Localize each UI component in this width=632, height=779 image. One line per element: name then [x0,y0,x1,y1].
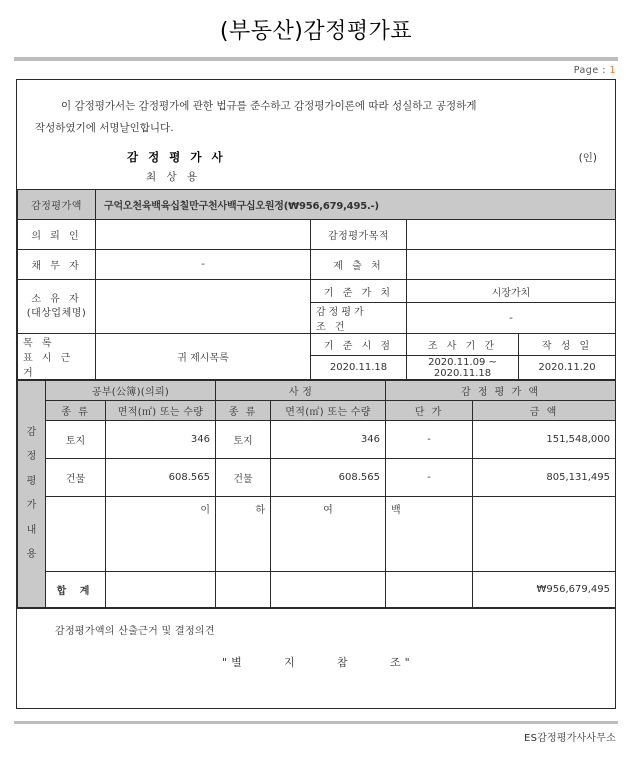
blank-marker-row [18,497,616,572]
list-basis-label [18,334,96,380]
appraisal-amount-label: 감정평가액 [18,190,96,220]
blank-marker-assessed-kind: 하 [216,497,271,572]
opinion-section [17,608,615,708]
condition-value: - [407,303,616,334]
blank-marker-registry-area: 이 [106,497,216,572]
group-header-appraised: 감 정 평 가 액 [386,381,616,401]
blank-marker-registry-kind [46,497,106,572]
footer-office-name: ES감정평가사사무소 [524,733,616,745]
page-indicator [0,61,632,79]
condition-label-line-2: 조 건 [316,322,348,334]
detail-vertical-label-chars [18,421,45,568]
debtor-row [18,250,616,280]
page-number: 1 [609,65,616,76]
base-value-label: 기 준 가 치 [311,280,407,303]
condition-label-line-1: 감정평가 [316,307,367,319]
list-basis-label-line-2: 표 시 근 거 [23,353,74,380]
opinion-body [17,654,615,670]
appraiser-name: 최 상 용 [146,171,201,184]
owner-label [18,280,96,334]
purpose-label: 감정평가목적 [311,220,407,250]
total-row [18,572,616,608]
detail-vertical-label [18,381,46,608]
declaration-statement [17,80,615,143]
blank-marker-unit-price: 백 [386,497,473,572]
appraiser-title: 감 정 평 가 사 [127,150,226,165]
vertical-char: 내 [26,524,37,536]
debtor-label: 채 무 자 [18,250,96,280]
appraisal-amount-row [18,190,616,220]
vertical-char: 용 [26,549,37,561]
owner-label-line-2: (대상업체명) [26,307,87,319]
row-registry-kind: 토지 [46,421,106,459]
condition-label [311,303,407,334]
vertical-char: 평 [26,475,37,487]
appraisal-amount-value: 구억오천육백육십칠만구천사백구십오원정(₩956,679,495.-) [96,190,616,220]
list-basis-label-line-1: 목 록 [23,338,55,350]
total-registry-area [106,572,216,608]
row-assessed-area: 346 [271,421,386,459]
opinion-part: 지 [284,656,295,670]
survey-period-value: 2020.11.09 ~ 2020.11.18 [407,356,519,380]
debtor-value[interactable]: - [96,250,311,280]
opinion-part: " 별 [221,656,243,670]
total-label: 합 계 [46,572,106,608]
client-value[interactable] [96,220,311,250]
written-date-label: 작 성 일 [519,334,616,356]
base-date-label: 기 준 시 점 [311,334,407,356]
declaration-line-2: 작성하였기에 서명날인합니다. [35,121,174,134]
col-header-amount: 금 액 [473,401,616,421]
row-registry-area: 346 [106,421,216,459]
group-header-registry: 공부(公簿)(의뢰) [46,381,216,401]
detail-group-header-row [18,381,616,401]
submitted-to-label: 제 출 처 [311,250,407,280]
row-amount: 151,548,000 [473,421,616,459]
row-registry-kind: 건물 [46,459,106,497]
owner-label-line-1: 소 유 자 [31,294,82,306]
col-header-assessed-area: 면적(㎡) 또는 수량 [271,401,386,421]
group-header-assessed: 사 정 [216,381,386,401]
opinion-part: 조 " [389,656,411,670]
row-assessed-area: 608.565 [271,459,386,497]
signature-block [17,143,615,189]
seal-mark: (인) [578,152,597,165]
client-label: 의 뢰 인 [18,220,96,250]
written-date-value: 2020.11.20 [519,356,616,380]
appraisal-detail-table [17,380,616,608]
row-amount: 805,131,495 [473,459,616,497]
detail-column-header-row [18,401,616,421]
owner-value[interactable] [96,280,311,334]
col-header-assessed-kind: 종 류 [216,401,271,421]
vertical-char: 감 [26,426,37,438]
submitted-to-value[interactable] [407,250,616,280]
page-title: (부동산)감정평가표 [219,19,413,44]
page-label: Page : [573,65,606,76]
client-row [18,220,616,250]
col-header-registry-area: 면적(㎡) 또는 수량 [106,401,216,421]
list-basis-value: 귀 제시목록 [96,334,311,380]
col-header-registry-kind: 종 류 [46,401,106,421]
vertical-char: 정 [26,451,37,463]
owner-base-value-row [18,280,616,303]
total-amount: ₩956,679,495 [473,572,616,608]
opinion-title: 감정평가액의 산출근거 및 결정의견 [55,626,215,638]
col-header-unit-price: 단 가 [386,401,473,421]
row-unit-price: - [386,421,473,459]
table-row [18,421,616,459]
purpose-value[interactable] [407,220,616,250]
blank-marker-assessed-area: 여 [271,497,386,572]
vertical-char: 가 [26,500,37,512]
base-date-value: 2020.11.18 [311,356,407,380]
opinion-part: 참 [337,656,348,670]
total-assessed-kind [216,572,271,608]
row-registry-area: 608.565 [106,459,216,497]
row-assessed-kind: 토지 [216,421,271,459]
summary-info-table [17,189,616,380]
blank-marker-amount [473,497,616,572]
declaration-line-1: 이 감정평가서는 감정평가에 관한 법규를 준수하고 감정평가이론에 따라 성실하고 공정하게 [61,100,477,112]
total-unit-price [386,572,473,608]
list-basis-header-row [18,334,616,356]
row-assessed-kind: 건물 [216,459,271,497]
row-unit-price: - [386,459,473,497]
survey-period-label: 조 사 기 간 [407,334,519,356]
base-value-value: 시장가치 [407,280,616,303]
table-row [18,459,616,497]
document-frame [16,79,616,709]
total-assessed-area [271,572,386,608]
